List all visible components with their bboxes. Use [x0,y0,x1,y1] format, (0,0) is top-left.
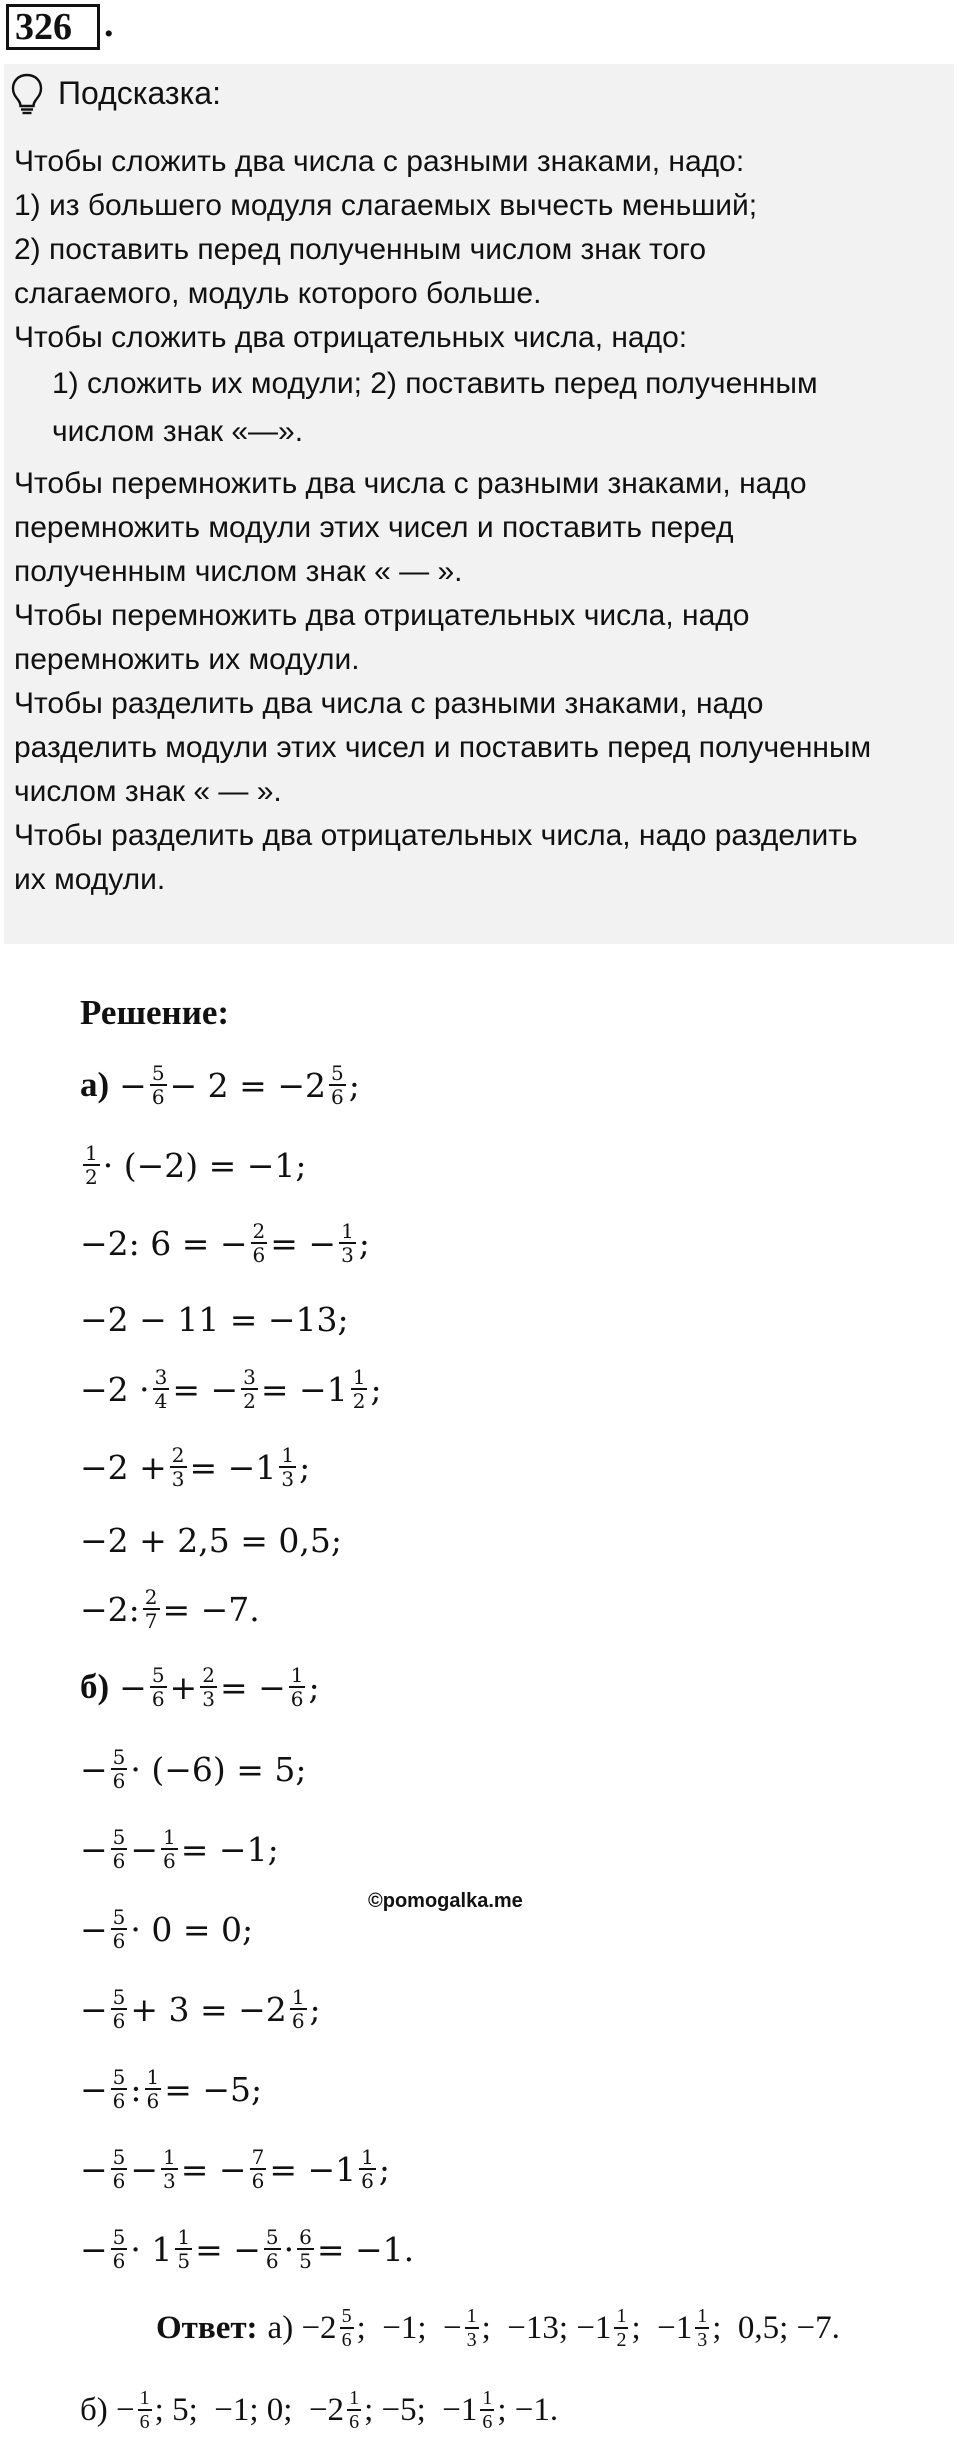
hint-title: Подсказка: [58,75,221,111]
answer-a-prefix: а) [267,2309,294,2346]
solution-title: Решение: [80,993,230,1032]
part-b-label: б) [80,1667,110,1706]
hint-line: числом знак «—». [52,415,304,448]
hint-text [14,140,944,902]
eq-a4: −2 − 11 = −13; [80,1299,349,1339]
eq-b8: − 5 6 · 1 1 5 = − 5 6 · 6 5 = −1. [80,2225,415,2273]
eq-a8: −2: 2 7 = −7. [80,1585,260,1633]
eq-b7: − 5 6 − 1 3 = − 7 6 = −1 1 6 ; [80,2145,390,2193]
eq-b2: − 5 6 · (−6) = 5; [80,1745,307,1793]
hint-line: Чтобы перемножить два отрицательных числа, надо [14,599,750,632]
hint-line: Чтобы сложить два отрицательных числа, надо: [14,321,688,354]
answer-line-a: Ответ: а) −2 5 6 ; −1; − 1 3 ; −13; −1 1 2 ; −1 1 3 ; 0,5; −7. [156,2305,840,2351]
hint-line: числом знак « — ». [14,775,282,808]
eq-b6: − 5 6 : 1 6 = −5; [80,2065,263,2113]
hint-line: Чтобы разделить два числа с разными знаками, надо [14,687,764,720]
eq-b3: − 5 6 − 1 6 = −1; [80,1825,279,1873]
eq-b1: б) − 5 6 + 2 3 = − 1 6 ; [80,1663,320,1711]
hint-line: Чтобы сложить два числа с разными знаками, надо: [14,145,745,178]
hint-line: перемножить модули этих чисел и поставить перед [14,511,734,544]
lightbulb-icon [10,72,44,116]
hint-line: 1) сложить их модули; 2) поставить перед полученным [52,367,818,400]
eq-a1: а) − 5 6 − 2 = −2 5 6 ; [80,1061,360,1109]
eq-a7: −2 + 2,5 = 0,5; [80,1520,342,1560]
eq-a5: −2 · 3 4 = − 3 2 = −1 1 2 ; [80,1365,382,1413]
eq-a3: −2: 6 = − 2 6 = − 1 3 ; [80,1219,370,1267]
task-number: 326 [6,4,100,50]
eq-b5: − 5 6 + 3 = −2 1 6 ; [80,1985,321,2033]
hint-line: разделить модули этих чисел и поставить перед полученным [14,731,872,764]
hint-line: полученным числом знак « — ». [14,555,463,588]
task-number-dot: . [104,3,114,45]
eq-b4: − 5 6 · 0 = 0; [80,1905,254,1953]
hint-line: 1) из большего модуля слагаемых вычесть меньший; [14,189,758,222]
answer-line-b: б) − 1 6 ; 5; −1; 0; −2 1 6 ; −5; −1 1 6 ; −1. [80,2387,559,2433]
eq-a6: −2 + 2 3 = −1 1 3 ; [80,1443,311,1491]
hint-line: перемножить их модули. [14,643,360,676]
hint-line: Чтобы перемножить два числа с разными знаками, надо [14,467,807,500]
watermark: ©pomogalka.me [368,1890,523,1912]
answer-label: Ответ: [156,2309,258,2346]
hint-line: Чтобы разделить два отрицательных числа, надо разделить [14,819,858,852]
part-a-label: а) [80,1065,110,1104]
answer-b-prefix: б) [80,2391,108,2428]
hint-line: 2) поставить перед полученным числом знак того [14,233,707,266]
hint-line: слагаемого, модуль которого больше. [14,277,542,310]
eq-a2: 1 2 · (−2) = −1; [85,1141,307,1189]
hint-line: их модули. [14,863,166,896]
